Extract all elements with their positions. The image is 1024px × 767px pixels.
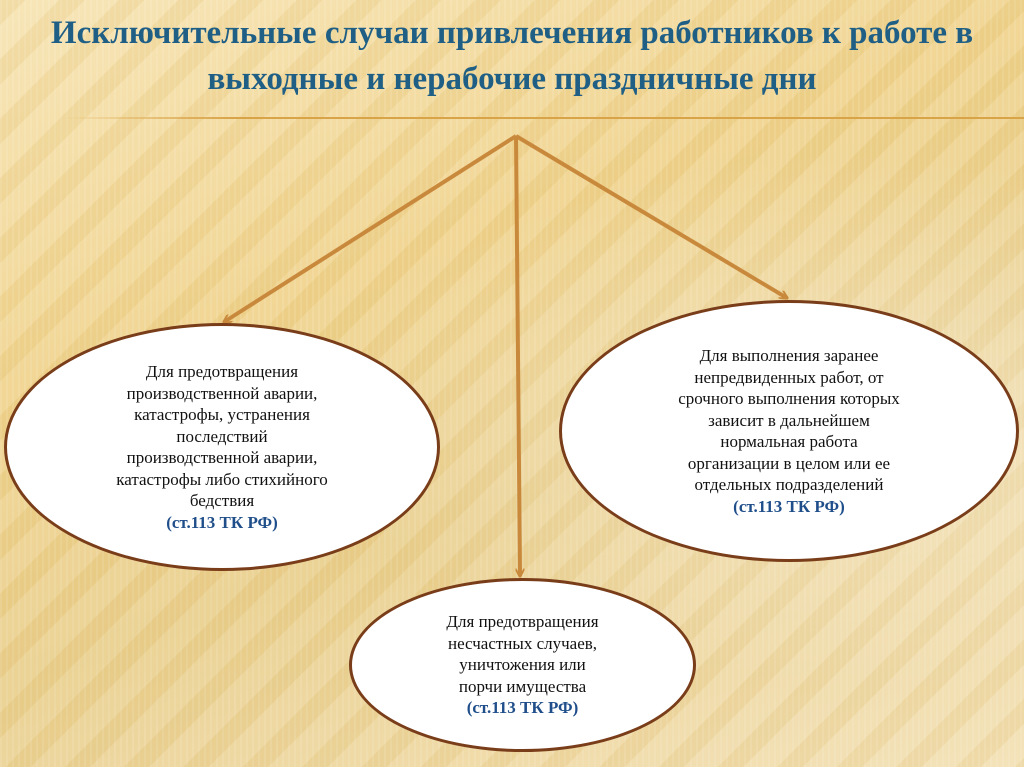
law-reference: (ст.113 ТК РФ) <box>733 496 845 516</box>
law-reference: (ст.113 ТК РФ) <box>466 698 579 718</box>
law-reference: (ст.113 ТК РФ) <box>166 512 278 532</box>
arrow-to-left-case <box>224 136 516 322</box>
case-text: Для выполнения заранее непредвиденных работ, от срочного выполнения которых зависит в дальнейшем нормальная работа организации в целом или ее отдельных подразделений <box>678 346 900 494</box>
case-text: Для предотвращения производственной аварии, катастрофы, устранения последствий производственной аварии, катастрофы либо стихийного бедствия <box>116 362 328 510</box>
arrow-to-right-case <box>516 136 787 298</box>
case-bubble-accident <box>4 323 440 571</box>
arrow-to-bottom-case <box>516 136 520 576</box>
slide-title: Исключительные случаи привлечения работников к работе в выходные и нерабочие праздничные дни <box>50 15 974 97</box>
case-bubble-property-damage <box>349 578 696 752</box>
case-text: Для предотвращения несчастных случаев, уничтожения или порчи имущества <box>446 612 599 696</box>
case-bubble-unforeseen-work <box>559 300 1019 562</box>
